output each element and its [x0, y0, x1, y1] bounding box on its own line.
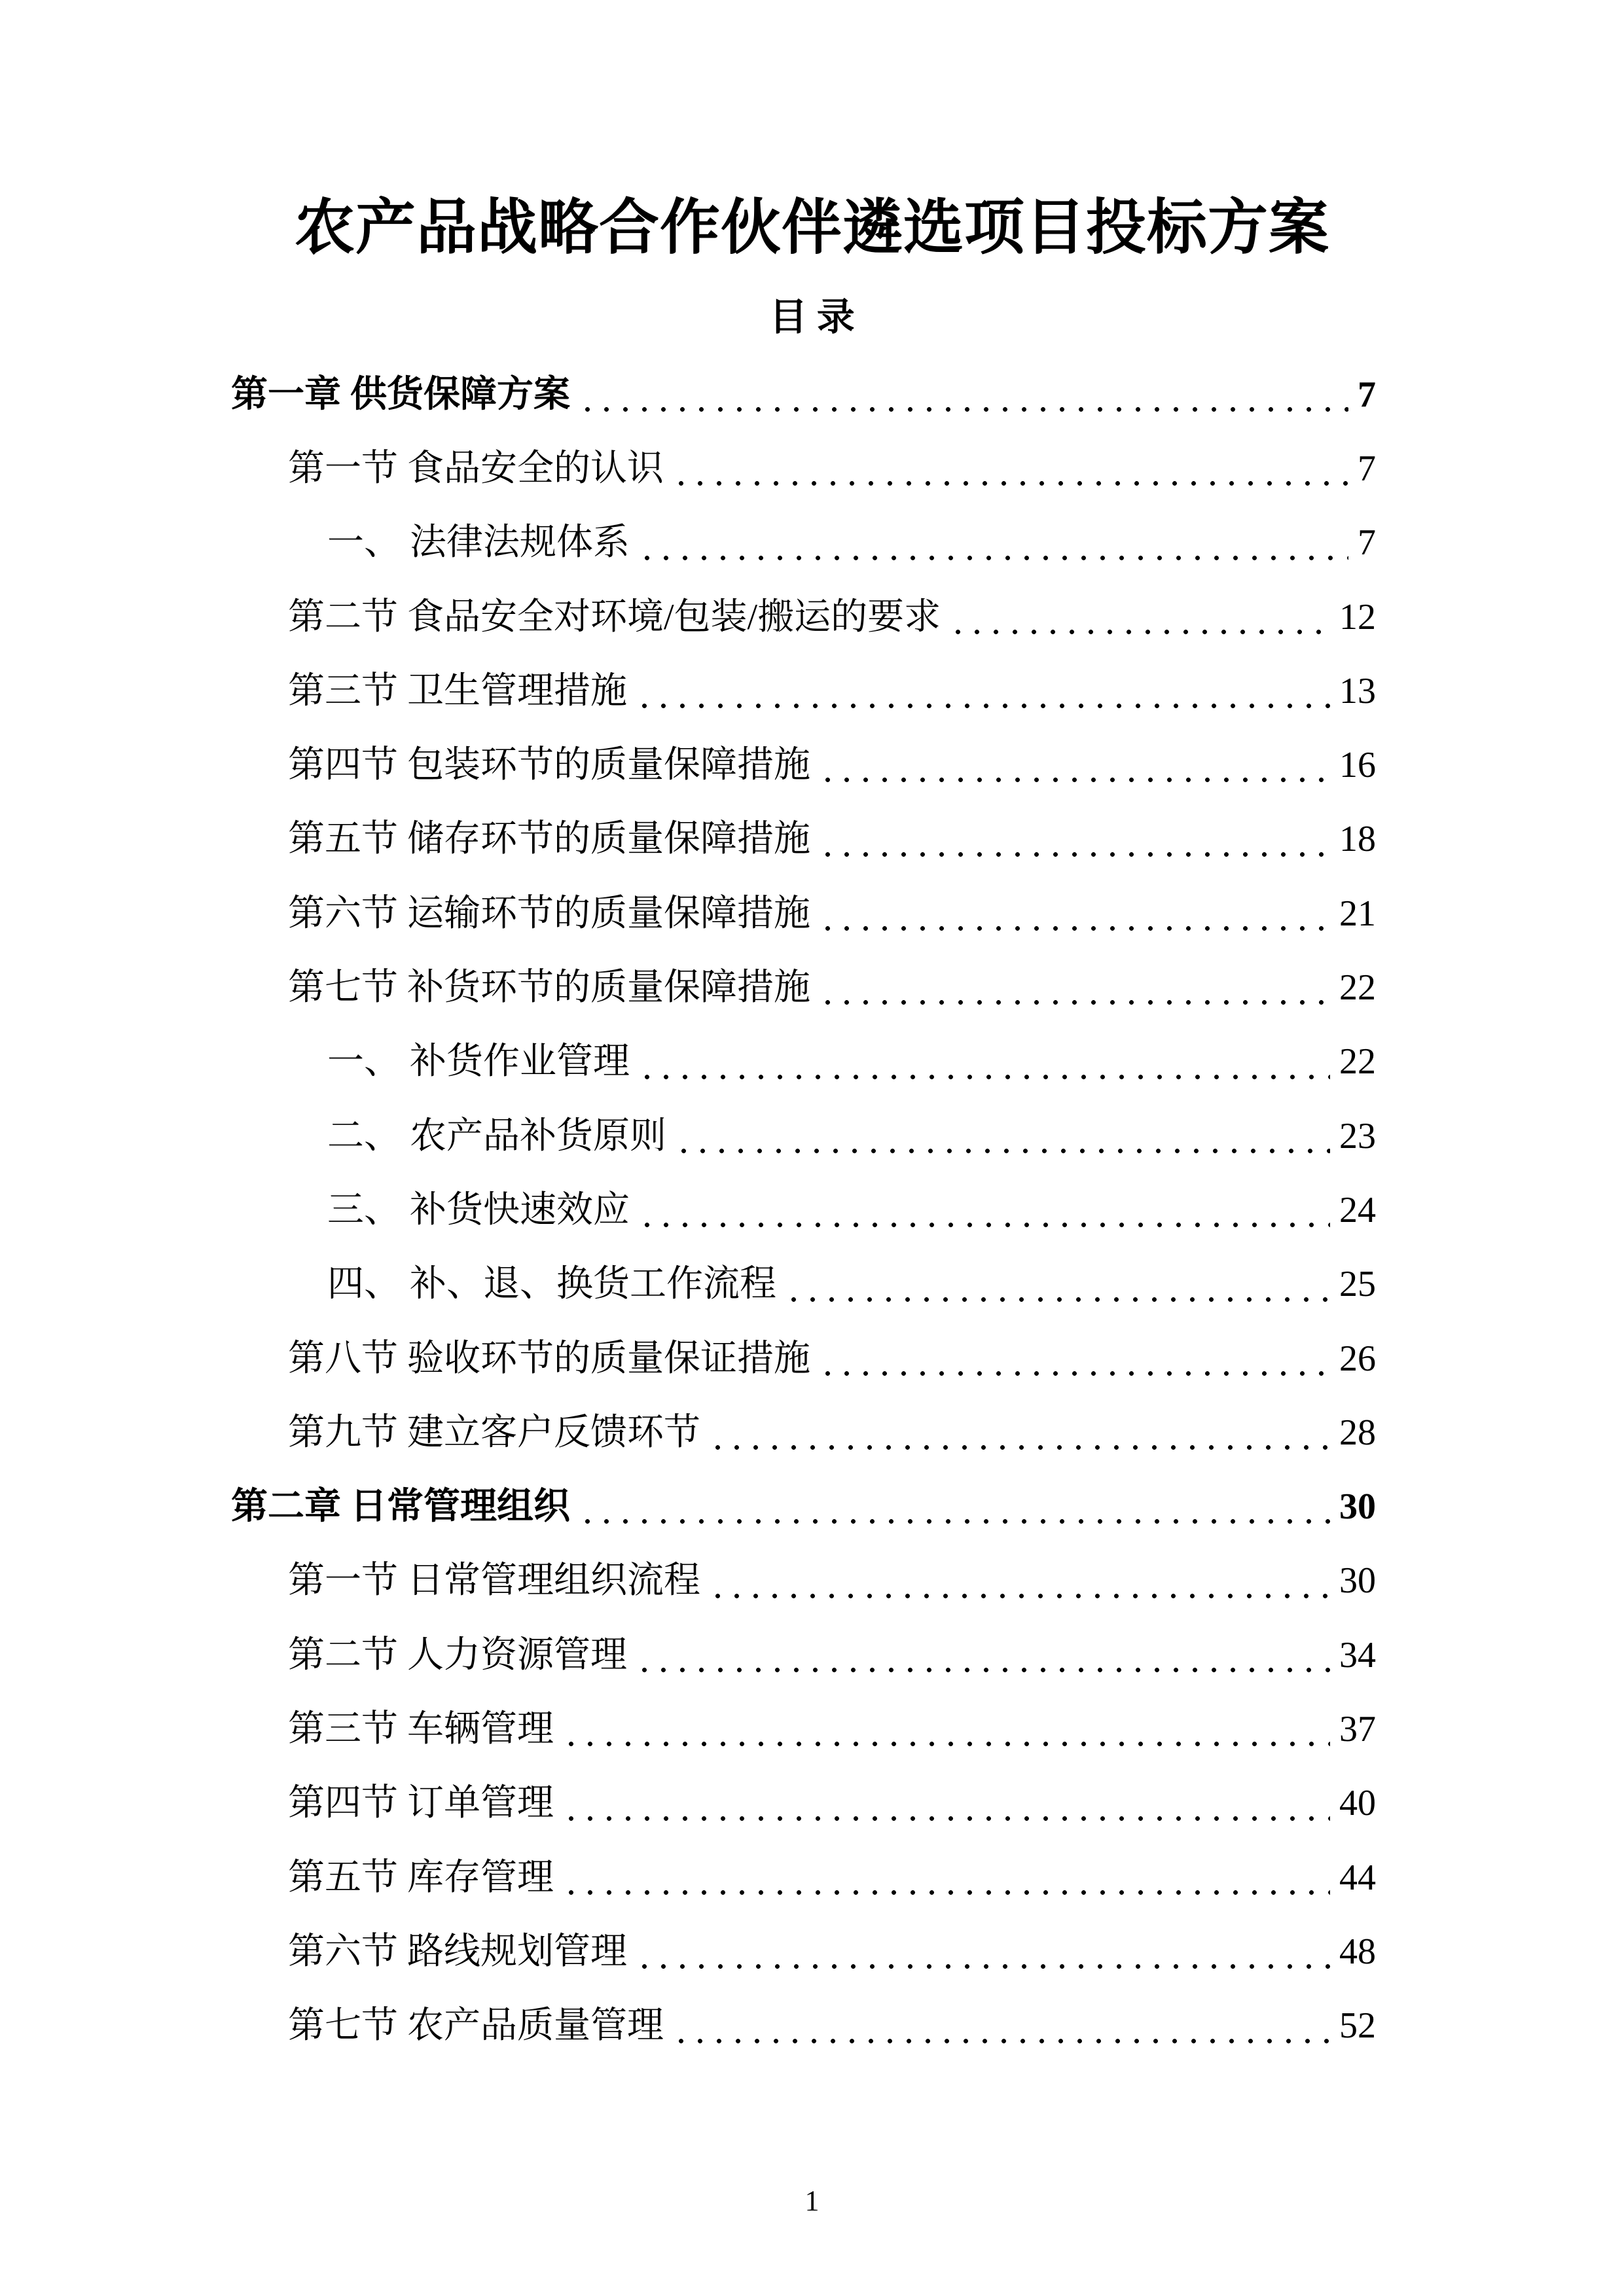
page-number-footer: 1: [804, 2185, 820, 2217]
toc-entry[interactable]: [231, 1099, 1376, 1173]
toc-entry-label: 第三节 卫生管理措施: [288, 670, 627, 711]
toc-entry-label: 四、 补、退、换货工作流程: [327, 1264, 776, 1305]
toc-entry[interactable]: [231, 728, 1376, 802]
toc-entry[interactable]: [231, 1840, 1376, 1914]
toc-dot-leader: [708, 1395, 1330, 1469]
toc-entry[interactable]: [231, 1544, 1376, 1618]
toc-entry-page-number: 44: [1339, 1857, 1376, 1898]
toc-entry[interactable]: [231, 431, 1376, 505]
toc-entry[interactable]: [231, 802, 1376, 876]
toc-entry[interactable]: [231, 1767, 1376, 1840]
toc-entry-page-number: 25: [1339, 1264, 1376, 1305]
toc-dot-leader: [635, 1914, 1330, 1988]
toc-entry[interactable]: [231, 1914, 1376, 1988]
toc-dot-leader: [674, 1099, 1330, 1173]
toc-entry-page-number: 23: [1339, 1115, 1376, 1157]
toc-entry-page-number: 7: [1358, 374, 1376, 415]
toc-entry-page-number: 34: [1339, 1634, 1376, 1676]
toc-entry[interactable]: [231, 950, 1376, 1024]
toc-entry-page-number: 12: [1339, 596, 1376, 637]
toc-dot-leader: [708, 1544, 1330, 1618]
toc-entry-page-number: 18: [1339, 819, 1376, 860]
toc-dot-leader: [578, 357, 1348, 431]
toc-entry-label: 第七节 农产品质量管理: [288, 2005, 664, 2047]
toc-entry-label: 第一节 食品安全的认识: [288, 448, 664, 489]
toc-entry-page-number: 40: [1339, 1783, 1376, 1824]
toc-dot-leader: [578, 1469, 1330, 1543]
toc-dot-leader: [818, 950, 1330, 1024]
toc-entry[interactable]: [231, 1173, 1376, 1247]
toc-entry-label: 第八节 验收环节的质量保证措施: [288, 1338, 810, 1379]
toc-entry[interactable]: [231, 357, 1376, 431]
toc-entry-page-number: 28: [1339, 1412, 1376, 1453]
toc-entry-label: 第二章 日常管理组织: [231, 1486, 570, 1528]
toc-entry[interactable]: [231, 580, 1376, 654]
toc-entry[interactable]: [231, 506, 1376, 580]
toc-entry-page-number: 16: [1339, 745, 1376, 786]
toc-entry-label: 第四节 订单管理: [288, 1783, 554, 1824]
toc-dot-leader: [672, 431, 1348, 505]
document-title: 农产品战略合作伙伴遴选项目投标方案: [294, 194, 1329, 261]
toc-entry-label: 第九节 建立客户反馈环节: [288, 1412, 700, 1453]
toc-dot-leader: [638, 1025, 1330, 1099]
toc-entry-page-number: 37: [1339, 1708, 1376, 1749]
toc-dot-leader: [818, 1321, 1330, 1395]
toc-entry-label: 第一章 供货保障方案: [231, 374, 570, 415]
toc-entry-page-number: 13: [1339, 670, 1376, 711]
toc-entry[interactable]: [231, 1025, 1376, 1099]
toc-entry-label: 一、 法律法规体系: [327, 522, 630, 564]
toc-heading: 目 录: [769, 296, 855, 338]
toc-dot-leader: [638, 506, 1348, 580]
toc-entry-page-number: 21: [1339, 893, 1376, 934]
toc-entry-page-number: 7: [1358, 448, 1376, 489]
toc-entry-label: 第二节 食品安全对环境/包装/搬运的要求: [288, 596, 941, 637]
toc-entry-label: 第二节 人力资源管理: [288, 1634, 627, 1676]
toc-entry-label: 第一节 日常管理组织流程: [288, 1560, 700, 1602]
toc-entry-page-number: 7: [1358, 522, 1376, 564]
toc-dot-leader: [818, 802, 1330, 876]
toc-entry-page-number: 52: [1339, 2005, 1376, 2047]
toc-entry-label: 三、 补货快速效应: [327, 1189, 630, 1230]
toc-entry[interactable]: [231, 1247, 1376, 1321]
toc-entry-label: 第七节 补货环节的质量保障措施: [288, 967, 810, 1009]
toc-entry[interactable]: [231, 1321, 1376, 1395]
toc-dot-leader: [672, 1989, 1330, 2063]
toc-entry[interactable]: [231, 1469, 1376, 1543]
toc-entry-label: 第六节 路线规划管理: [288, 1931, 627, 1972]
toc-dot-leader: [818, 876, 1330, 950]
toc-entry-label: 第四节 包装环节的质量保障措施: [288, 745, 810, 786]
toc-dot-leader: [562, 1692, 1330, 1766]
toc-entry-page-number: 30: [1339, 1560, 1376, 1602]
toc-entry-page-number: 24: [1339, 1189, 1376, 1230]
toc-entry[interactable]: [231, 876, 1376, 950]
toc-dot-leader: [562, 1767, 1330, 1840]
toc-list: [231, 357, 1376, 2063]
toc-entry-label: 第三节 车辆管理: [288, 1708, 554, 1749]
toc-entry[interactable]: [231, 1989, 1376, 2063]
toc-entry-page-number: 48: [1339, 1931, 1376, 1972]
toc-entry-page-number: 22: [1339, 967, 1376, 1009]
toc-entry-label: 第五节 库存管理: [288, 1857, 554, 1898]
toc-dot-leader: [784, 1247, 1330, 1321]
toc-dot-leader: [562, 1840, 1330, 1914]
toc-entry[interactable]: [231, 1618, 1376, 1692]
toc-entry-page-number: 22: [1339, 1041, 1376, 1083]
toc-entry-label: 第六节 运输环节的质量保障措施: [288, 893, 810, 934]
toc-dot-leader: [818, 728, 1330, 802]
toc-entry-label: 第五节 储存环节的质量保障措施: [288, 819, 810, 860]
toc-dot-leader: [638, 1173, 1330, 1247]
toc-dot-leader: [635, 654, 1330, 728]
toc-dot-leader: [635, 1618, 1330, 1692]
toc-entry-label: 一、 补货作业管理: [327, 1041, 630, 1083]
toc-entry-page-number: 30: [1339, 1486, 1376, 1528]
toc-entry-label: 二、 农产品补货原则: [327, 1115, 666, 1157]
toc-entry[interactable]: [231, 1692, 1376, 1766]
toc-dot-leader: [948, 580, 1330, 654]
toc-entry[interactable]: [231, 654, 1376, 728]
toc-entry-page-number: 26: [1339, 1338, 1376, 1379]
toc-entry[interactable]: [231, 1395, 1376, 1469]
